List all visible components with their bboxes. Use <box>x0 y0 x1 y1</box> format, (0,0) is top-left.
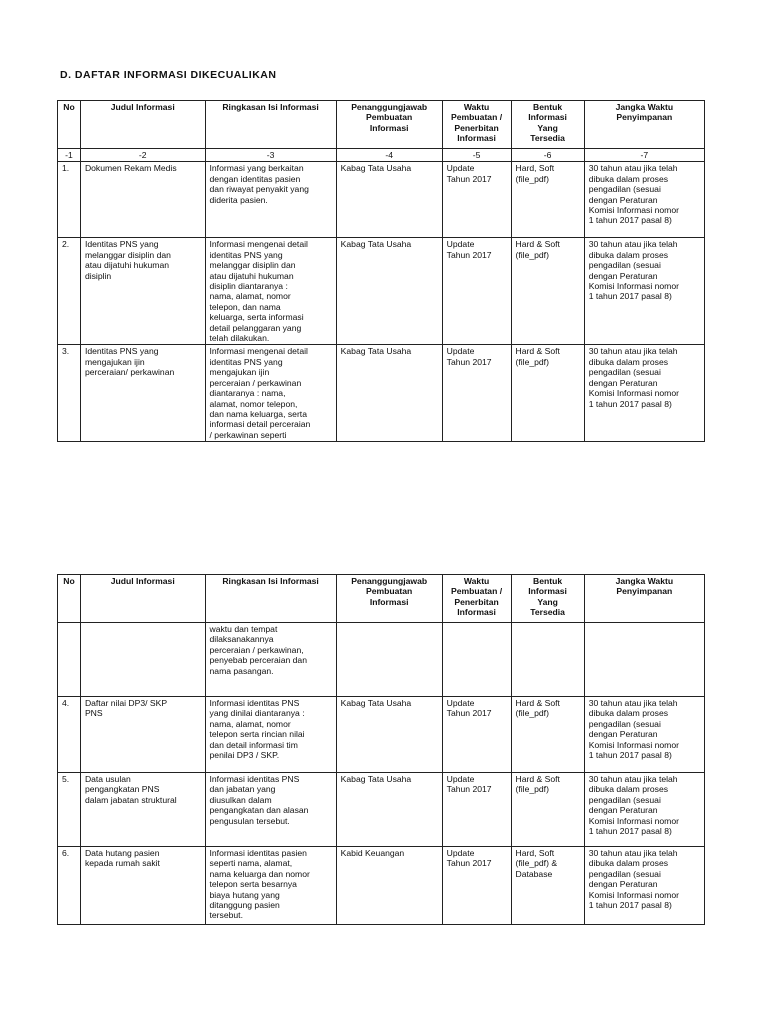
continuation-row <box>58 623 705 697</box>
table-row <box>58 773 705 847</box>
column-number: -7 <box>584 149 704 162</box>
jangka-cell: 30 tahun atau jika telah dibuka dalam proses pengadilan (sesuai dengan Peraturan Komisi Informasi nomor 1 tahun 2017 pasal 8) <box>584 345 704 442</box>
column-number: -1 <box>58 149 81 162</box>
bentuk-cell: Hard & Soft (file_pdf) <box>511 345 584 442</box>
header-jangka-waktu: Jangka Waktu Penyimpanan <box>584 575 704 623</box>
header-no: No <box>58 575 81 623</box>
penanggungjawab-cell: Kabid Keuangan <box>336 847 442 925</box>
penanggungjawab-cell: Kabag Tata Usaha <box>336 238 442 345</box>
bentuk-cell: Hard & Soft (file_pdf) <box>511 238 584 345</box>
judul-cell: Data hutang pasien kepada rumah sakit <box>80 847 205 925</box>
judul-cell: Daftar nilai DP3/ SKP PNS <box>80 697 205 773</box>
bentuk-cell: Hard, Soft (file_pdf) & Database <box>511 847 584 925</box>
header-judul: Judul Informasi <box>80 575 205 623</box>
waktu-cell: Update Tahun 2017 <box>442 345 511 442</box>
header-row <box>58 575 705 623</box>
row-number: 2. <box>58 238 81 345</box>
waktu-cell: Update Tahun 2017 <box>442 238 511 345</box>
jangka-cell: 30 tahun atau jika telah dibuka dalam proses pengadilan (sesuai dengan Peraturan Komisi Informasi nomor 1 tahun 2017 pasal 8) <box>584 238 704 345</box>
header-waktu: Waktu Pembuatan / Penerbitan Informasi <box>442 101 511 149</box>
table-row <box>58 847 705 925</box>
waktu-cell: Update Tahun 2017 <box>442 697 511 773</box>
row-number: 6. <box>58 847 81 925</box>
header-penanggungjawab: Penanggungjawab Pembuatan Informasi <box>336 101 442 149</box>
section-heading: D. DAFTAR INFORMASI DIKECUALIKAN <box>60 69 277 81</box>
header-penanggungjawab: Penanggungjawab Pembuatan Informasi <box>336 575 442 623</box>
waktu-cell: Update Tahun 2017 <box>442 847 511 925</box>
column-number: -4 <box>336 149 442 162</box>
penanggungjawab-cell: Kabag Tata Usaha <box>336 162 442 238</box>
column-number: -2 <box>80 149 205 162</box>
jangka-cell: 30 tahun atau jika telah dibuka dalam proses pengadilan (sesuai dengan Peraturan Komisi Informasi nomor 1 tahun 2017 pasal 8) <box>584 773 704 847</box>
judul-cell: Dokumen Rekam Medis <box>80 162 205 238</box>
judul-cell: Identitas PNS yang melanggar disiplin dan atau dijatuhi hukuman disiplin <box>80 238 205 345</box>
bentuk-cell: Hard, Soft (file_pdf) <box>511 162 584 238</box>
header-ringkasan: Ringkasan Isi Informasi <box>205 101 336 149</box>
judul-cell: Identitas PNS yang mengajukan ijin perceraian/ perkawinan <box>80 345 205 442</box>
bentuk-cell: Hard & Soft (file_pdf) <box>511 773 584 847</box>
header-waktu: Waktu Pembuatan / Penerbitan Informasi <box>442 575 511 623</box>
jangka-cell: 30 tahun atau jika telah dibuka dalam proses pengadilan (sesuai dengan Peraturan Komisi Informasi nomor 1 tahun 2017 pasal 8) <box>584 847 704 925</box>
header-bentuk: Bentuk Informasi Yang Tersedia <box>511 101 584 149</box>
jangka-cell: 30 tahun atau jika telah dibuka dalam proses pengadilan (sesuai dengan Peraturan Komisi Informasi nomor 1 tahun 2017 pasal 8) <box>584 697 704 773</box>
ringkasan-cell: Informasi yang berkaitan dengan identitas pasien dan riwayat penyakit yang diderita pasien. <box>205 162 336 238</box>
table-row <box>58 162 705 238</box>
header-no: No <box>58 101 81 149</box>
waktu-cell: Update Tahun 2017 <box>442 162 511 238</box>
exempt-info-table-part-1 <box>57 100 705 442</box>
ringkasan-cell: Informasi mengenai detail identitas PNS yang melanggar disiplin dan atau dijatuhi hukuman disiplin diantaranya : nama, alamat, nomor telepon, dan nama keluarga, serta informasi detail pelanggaran yang telah dilakukan. <box>205 238 336 345</box>
row-number: 5. <box>58 773 81 847</box>
column-number: -6 <box>511 149 584 162</box>
jangka-cell: 30 tahun atau jika telah dibuka dalam proses pengadilan (sesuai dengan Peraturan Komisi Informasi nomor 1 tahun 2017 pasal 8) <box>584 162 704 238</box>
exempt-info-table-part-2 <box>57 574 705 925</box>
table-row <box>58 238 705 345</box>
header-jangka-waktu: Jangka Waktu Penyimpanan <box>584 101 704 149</box>
header-judul: Judul Informasi <box>80 101 205 149</box>
row-number: 4. <box>58 697 81 773</box>
ringkasan-cell: Informasi identitas PNS dan jabatan yang diusulkan dalam pengangkatan dan alasan pengusulan tersebut. <box>205 773 336 847</box>
penanggungjawab-cell: Kabag Tata Usaha <box>336 773 442 847</box>
ringkasan-cell: Informasi identitas PNS yang dinilai diantaranya : nama, alamat, nomor telepon serta rincian nilai dan detail informasi tim penilai DP3 / SKP. <box>205 697 336 773</box>
header-row <box>58 101 705 149</box>
ringkasan-cell: Informasi identitas pasien seperti nama, alamat, nama keluarga dan nomor telepon serta besarnya biaya hutang yang ditanggung pasien tersebut. <box>205 847 336 925</box>
column-number: -5 <box>442 149 511 162</box>
row-number: 1. <box>58 162 81 238</box>
header-ringkasan: Ringkasan Isi Informasi <box>205 575 336 623</box>
bentuk-cell: Hard & Soft (file_pdf) <box>511 697 584 773</box>
ringkasan-cell: waktu dan tempat dilaksanakannya perceraian / perkawinan, penyebab perceraian dan nama pasangan. <box>205 623 336 697</box>
row-number: 3. <box>58 345 81 442</box>
waktu-cell: Update Tahun 2017 <box>442 773 511 847</box>
penanggungjawab-cell: Kabag Tata Usaha <box>336 345 442 442</box>
judul-cell: Data usulan pengangkatan PNS dalam jabatan struktural <box>80 773 205 847</box>
numbering-row <box>58 149 705 162</box>
ringkasan-cell: Informasi mengenai detail identitas PNS yang mengajukan ijin perceraian / perkawinan diantaranya : nama, alamat, nomor telepon, dan nama keluarga, serta informasi detail perceraian / perkawinan seperti <box>205 345 336 442</box>
header-bentuk: Bentuk Informasi Yang Tersedia <box>511 575 584 623</box>
table-row <box>58 345 705 442</box>
penanggungjawab-cell: Kabag Tata Usaha <box>336 697 442 773</box>
column-number: -3 <box>205 149 336 162</box>
table-row <box>58 697 705 773</box>
